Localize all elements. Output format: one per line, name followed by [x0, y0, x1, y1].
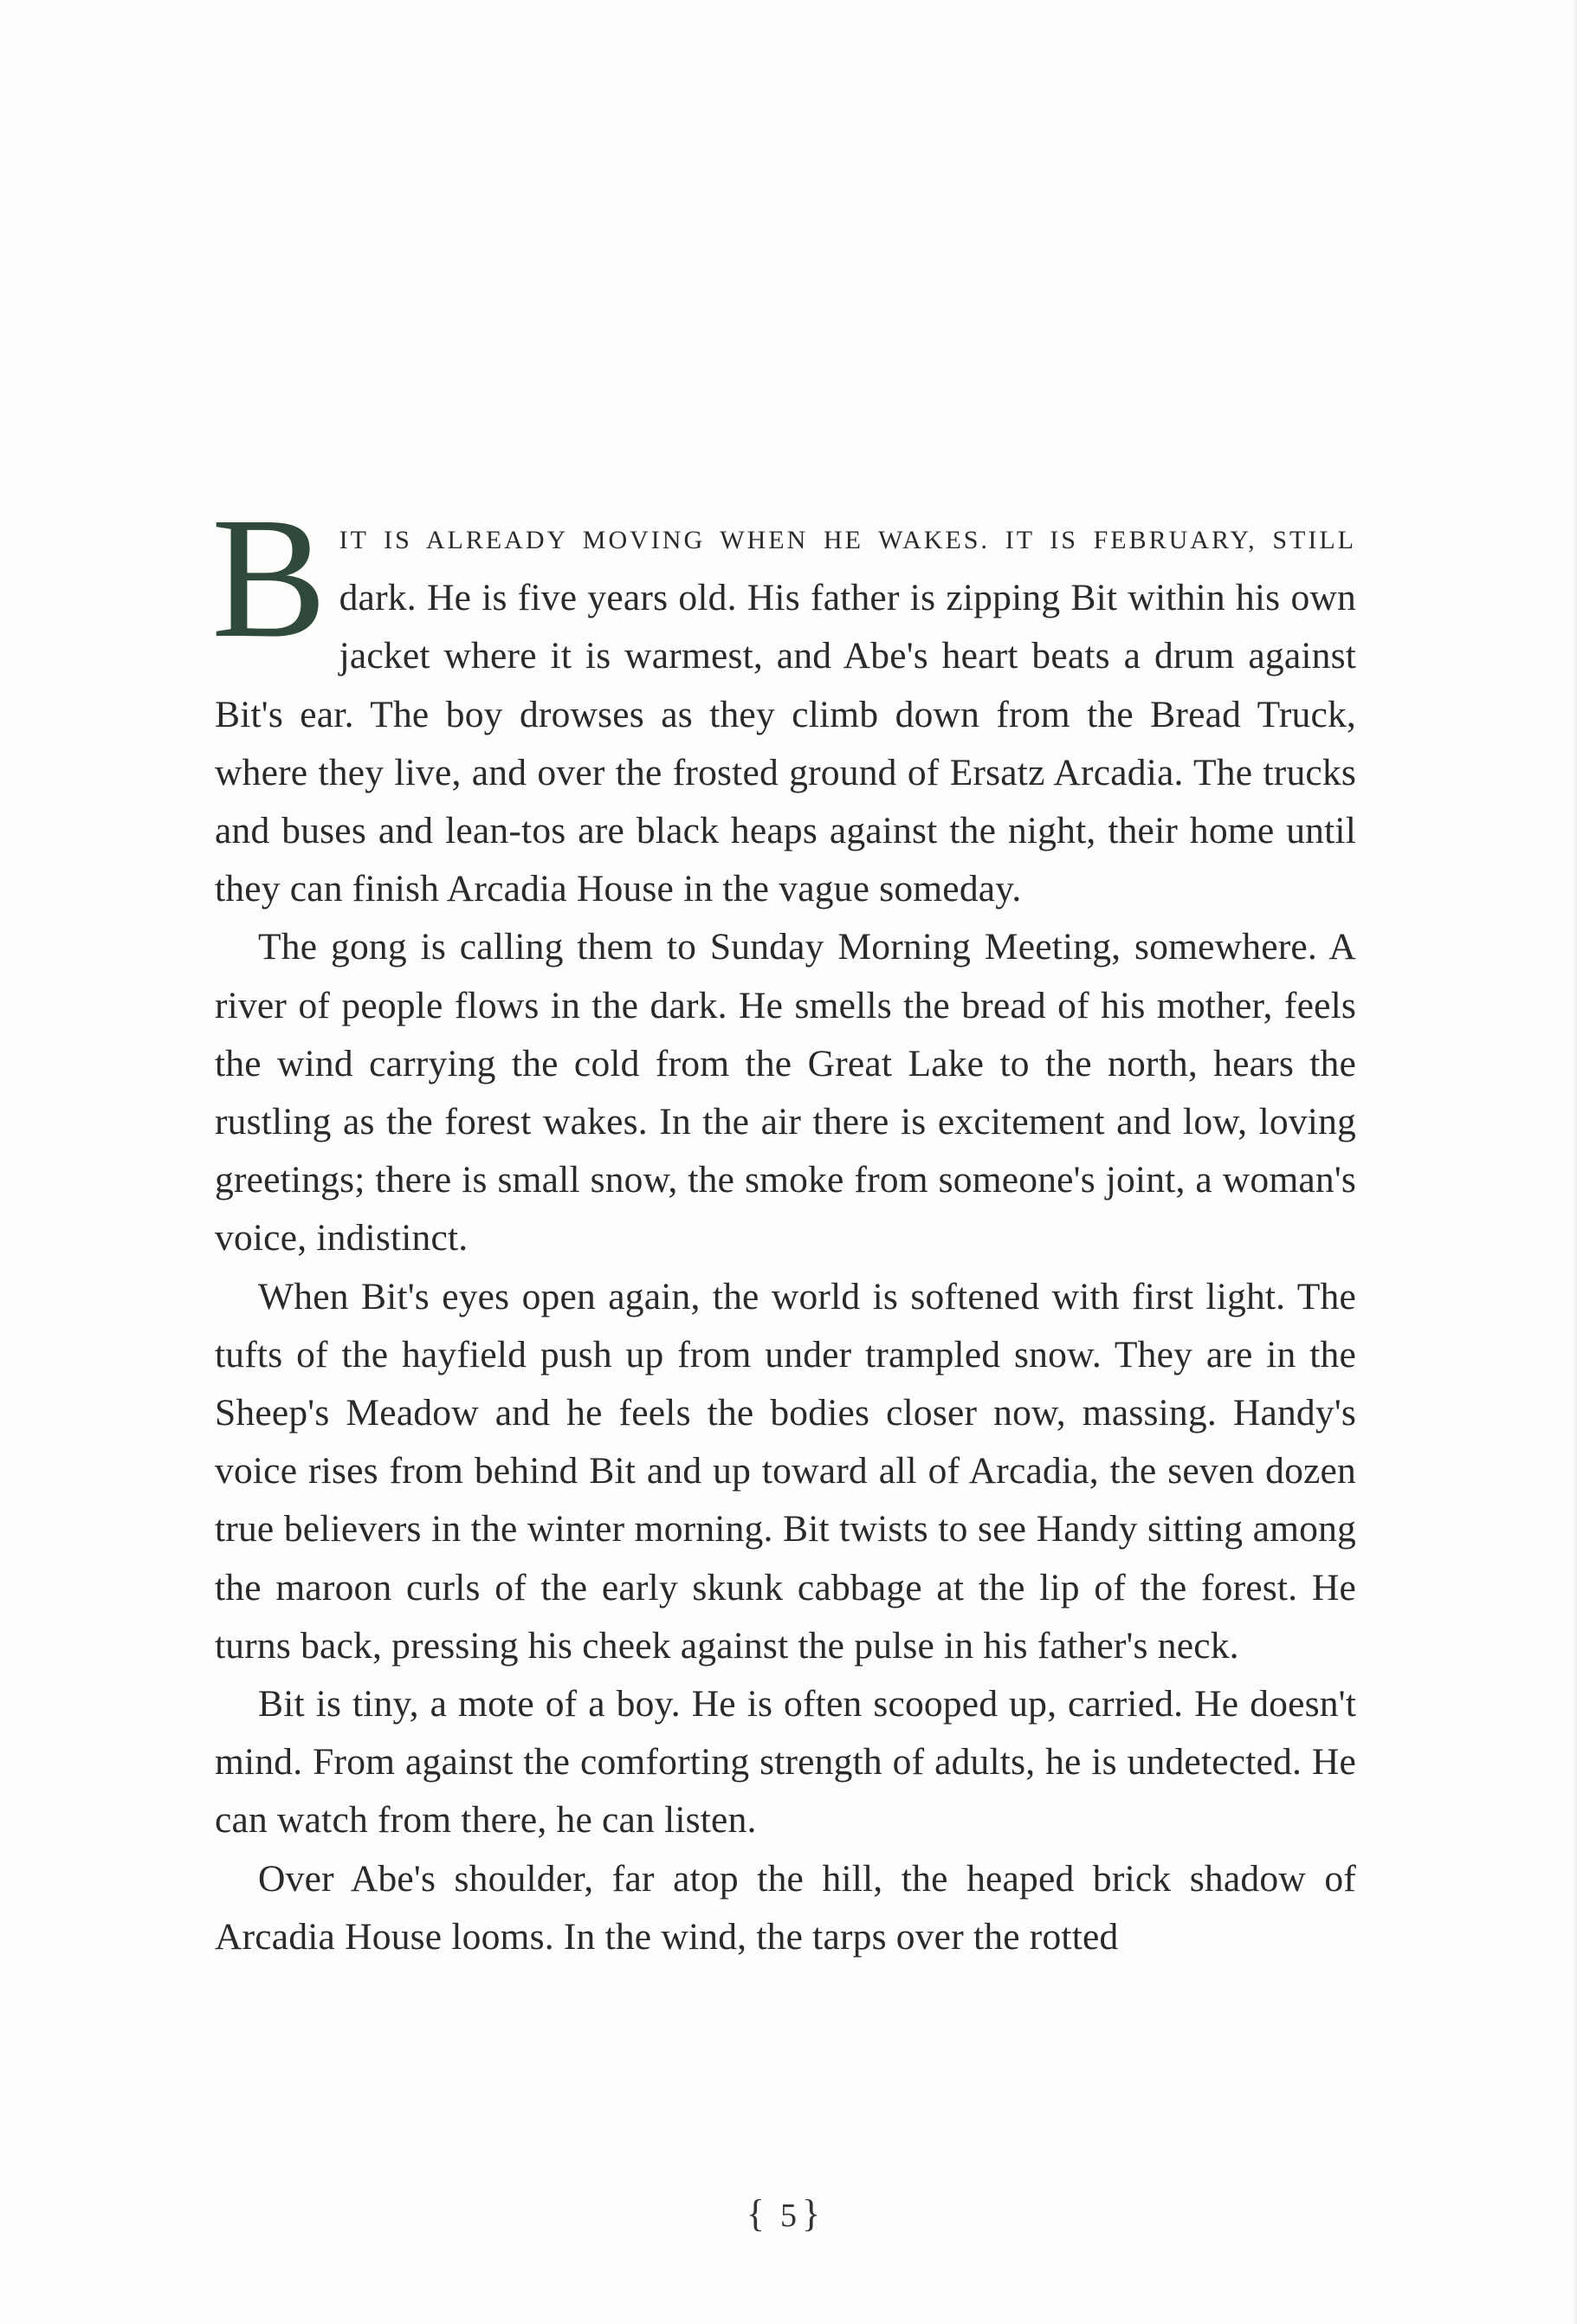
opening-small-caps: IT IS ALREADY MOVING WHEN HE WAKES. IT IS FEBRUARY, STILL — [339, 526, 1356, 554]
page-edge — [1572, 0, 1577, 2324]
folio-brace-open: { — [746, 2192, 775, 2235]
paragraph-1-text: dark. He is five years old. His father is zipping Bit within his own jacket where it is warmest, and Abe's heart beats a drum against Bit's ear. The boy drowses as they climb down from the Bread Truck, where they live, and over the frosted ground of Ersatz Arcadia. The trucks and buses and lean-tos are black heaps against the night, their home until they can finish Arcadia House in the vague someday. — [215, 577, 1356, 910]
paragraph-2: The gong is calling them to Sunday Morning Meeting, somewhere. A river of people flows in the dark. He smells the bread of his mother, feels the wind carrying the cold from the Great Lake to the north, hears the rustling as the forest wakes. In the air there is excitement and low, loving greetings; there is small snow, the smoke from someone's joint, a woman's voice, indistinct. — [215, 926, 1356, 1259]
folio-brace-close: } — [802, 2192, 831, 2235]
paragraph-3: When Bit's eyes open again, the world is softened with first light. The tufts of the hayfield push up from under trampled snow. They are in the Sheep's Meadow and he feels the bodies closer now, massing. Handy's voice rises from behind Bit and up toward all of Arcadia, the seven dozen true believers in the winter morning. Bit twists to see Handy sitting among the maroon curls of the early skunk cabbage at the lip of the forest. He turns back, pressing his cheek against the pulse in his father's neck. — [215, 1275, 1356, 1667]
page-number: 5 — [780, 2198, 797, 2234]
paragraph-5: Over Abe's shoulder, far atop the hill, the heaped brick shadow of Arcadia House looms. In the wind, the tarps over the rotted — [215, 1857, 1356, 1958]
drop-cap: B — [211, 482, 327, 674]
body-text — [211, 482, 1356, 1966]
paragraph-4: Bit is tiny, a mote of a boy. He is often scooped up, carried. He doesn't mind. From against the comforting strength of adults, he is undetected. He can watch from there, he can listen. — [215, 1683, 1356, 1842]
page-number-footer — [0, 2191, 1577, 2236]
paragraph-1 — [211, 482, 1356, 918]
